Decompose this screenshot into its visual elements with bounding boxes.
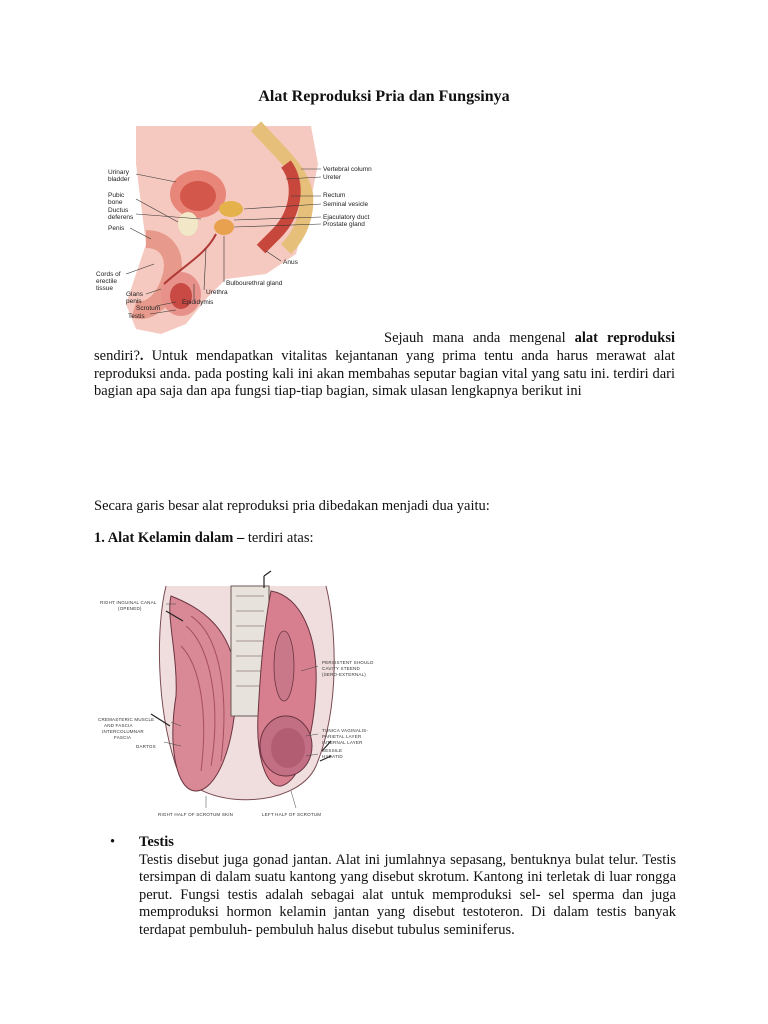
section1-heading-rest: terdiri atas: <box>244 530 314 546</box>
bullet-content <box>139 834 676 939</box>
label-hydatid: HYDATID <box>322 754 343 759</box>
label-bone: bone <box>108 199 123 206</box>
label-cremasteric-muscle: CREMASTERIC MUSCLE <box>98 717 155 722</box>
label-right-inguinal-canal: RIGHT INGUINAL CANAL <box>100 600 157 605</box>
label-ductus: Ductus <box>108 207 129 214</box>
label-glans: Glans <box>126 291 143 298</box>
label-erectile: erectile <box>96 278 117 285</box>
label-tissue: tissue <box>96 285 113 292</box>
scrotum-dissection-image <box>96 566 386 822</box>
label-anus: Anus <box>283 259 298 266</box>
intro-line1-text: Sejauh mana anda mengenal <box>384 330 575 346</box>
page-title: Alat Reproduksi Pria dan Fungsinya <box>258 88 510 105</box>
label-bladder: bladder <box>108 176 130 183</box>
intro-line1-bold: alat reproduksi <box>574 330 675 346</box>
label-fascia: FASCIA <box>114 735 132 740</box>
label-dartos: DARTOS <box>136 744 156 749</box>
male-reproductive-anatomy-image <box>96 124 396 336</box>
label-right-half-scrotum: RIGHT HALF OF SCROTUM SKIN <box>158 812 234 817</box>
label-parietal-layer: PARIETAL LAYER <box>322 734 362 739</box>
label-seminal-vesicle: Seminal vesicle <box>323 201 369 208</box>
label-tunica-vaginalis: TUNICA VAGINALIS- <box>322 728 369 733</box>
intro-rest-start: sendiri? <box>94 348 140 364</box>
label-and-fascia: AND FASCIA <box>104 723 133 728</box>
label-urethra: Urethra <box>206 289 228 296</box>
label-testis: Testis <box>128 313 145 320</box>
label-sero-external: (SERO-EXTERNAL) <box>322 672 367 677</box>
label-ureter: Ureter <box>323 174 342 181</box>
bullet-text: Testis disebut juga gonad jantan. Alat ini jumlahnya sepasang, bentuknya bulat telur. Testis tersimpan di dalam suatu kantong yang disebut skrotum. Kantong ini terletak di luar rongga perut. Fungsi testis adalah sebagai alat untuk memproduksi sel- sel sperma dan juga memproduksi hormon kelamin jantan yang disebut testoteron. Di dalam testis banyak terdapat pembuluh- pembuluh halus disebut tubulus seminiferus. <box>139 851 676 938</box>
label-deferens: deferens <box>108 214 134 221</box>
label-cords-of: Cords of <box>96 271 121 278</box>
label-vertebral-column: Vertebral column <box>323 166 372 173</box>
intro-rest-text: Untuk mendapatkan vitalitas kejantanan yang prima tentu anda harus merawat alat reproduksi anda. pada posting kali ini akan membahas seputar bagian vital yang satu ini. terdiri dari bagian apa saja dan apa fungsi tiap-tiap bagian, simak ulasan lengkapnya berikut ini <box>94 348 675 399</box>
label-internal-layer: INTERNAL LAYER <box>322 740 363 745</box>
label-prostate-gland: Prostate gland <box>323 221 365 228</box>
section1-heading <box>94 530 675 548</box>
intro-first-line <box>384 330 675 348</box>
bullet-title: Testis <box>139 834 174 850</box>
label-penis: Penis <box>108 225 125 232</box>
section1-heading-bold: 1. Alat Kelamin dalam – <box>94 530 245 546</box>
label-scrotum: Scrotum <box>136 305 161 312</box>
label-intercolumnar: INTERCOLUMNAR <box>102 729 144 734</box>
label-epididymis: Epididymis <box>182 299 214 306</box>
intro-rest-bold-dot: . <box>139 348 144 364</box>
label-cavity: CAVITY STEEND <box>322 666 360 671</box>
label-ejaculatory-duct: Ejaculatory duct <box>323 214 370 221</box>
label-urinary: Urinary <box>108 169 129 176</box>
label-pubic: Pubic <box>108 192 125 199</box>
label-rectum: Rectum <box>323 192 346 199</box>
summary-paragraph: Secara garis besar alat reproduksi pria dibedakan menjadi dua yaitu: <box>94 498 490 514</box>
label-opened: (OPENED) <box>118 606 142 611</box>
bullet-marker: • <box>110 834 116 850</box>
label-bulbourethral-gland: Bulbourethral gland <box>226 280 283 287</box>
intro-paragraph <box>94 348 675 401</box>
label-sessile: SESSILE <box>322 748 343 753</box>
label-glans-penis: penis <box>126 298 142 305</box>
label-left-half-scrotum: LEFT HALF OF SCROTUM <box>262 812 322 817</box>
label-persistent: PERSISTENT SHOULD <box>322 660 374 665</box>
